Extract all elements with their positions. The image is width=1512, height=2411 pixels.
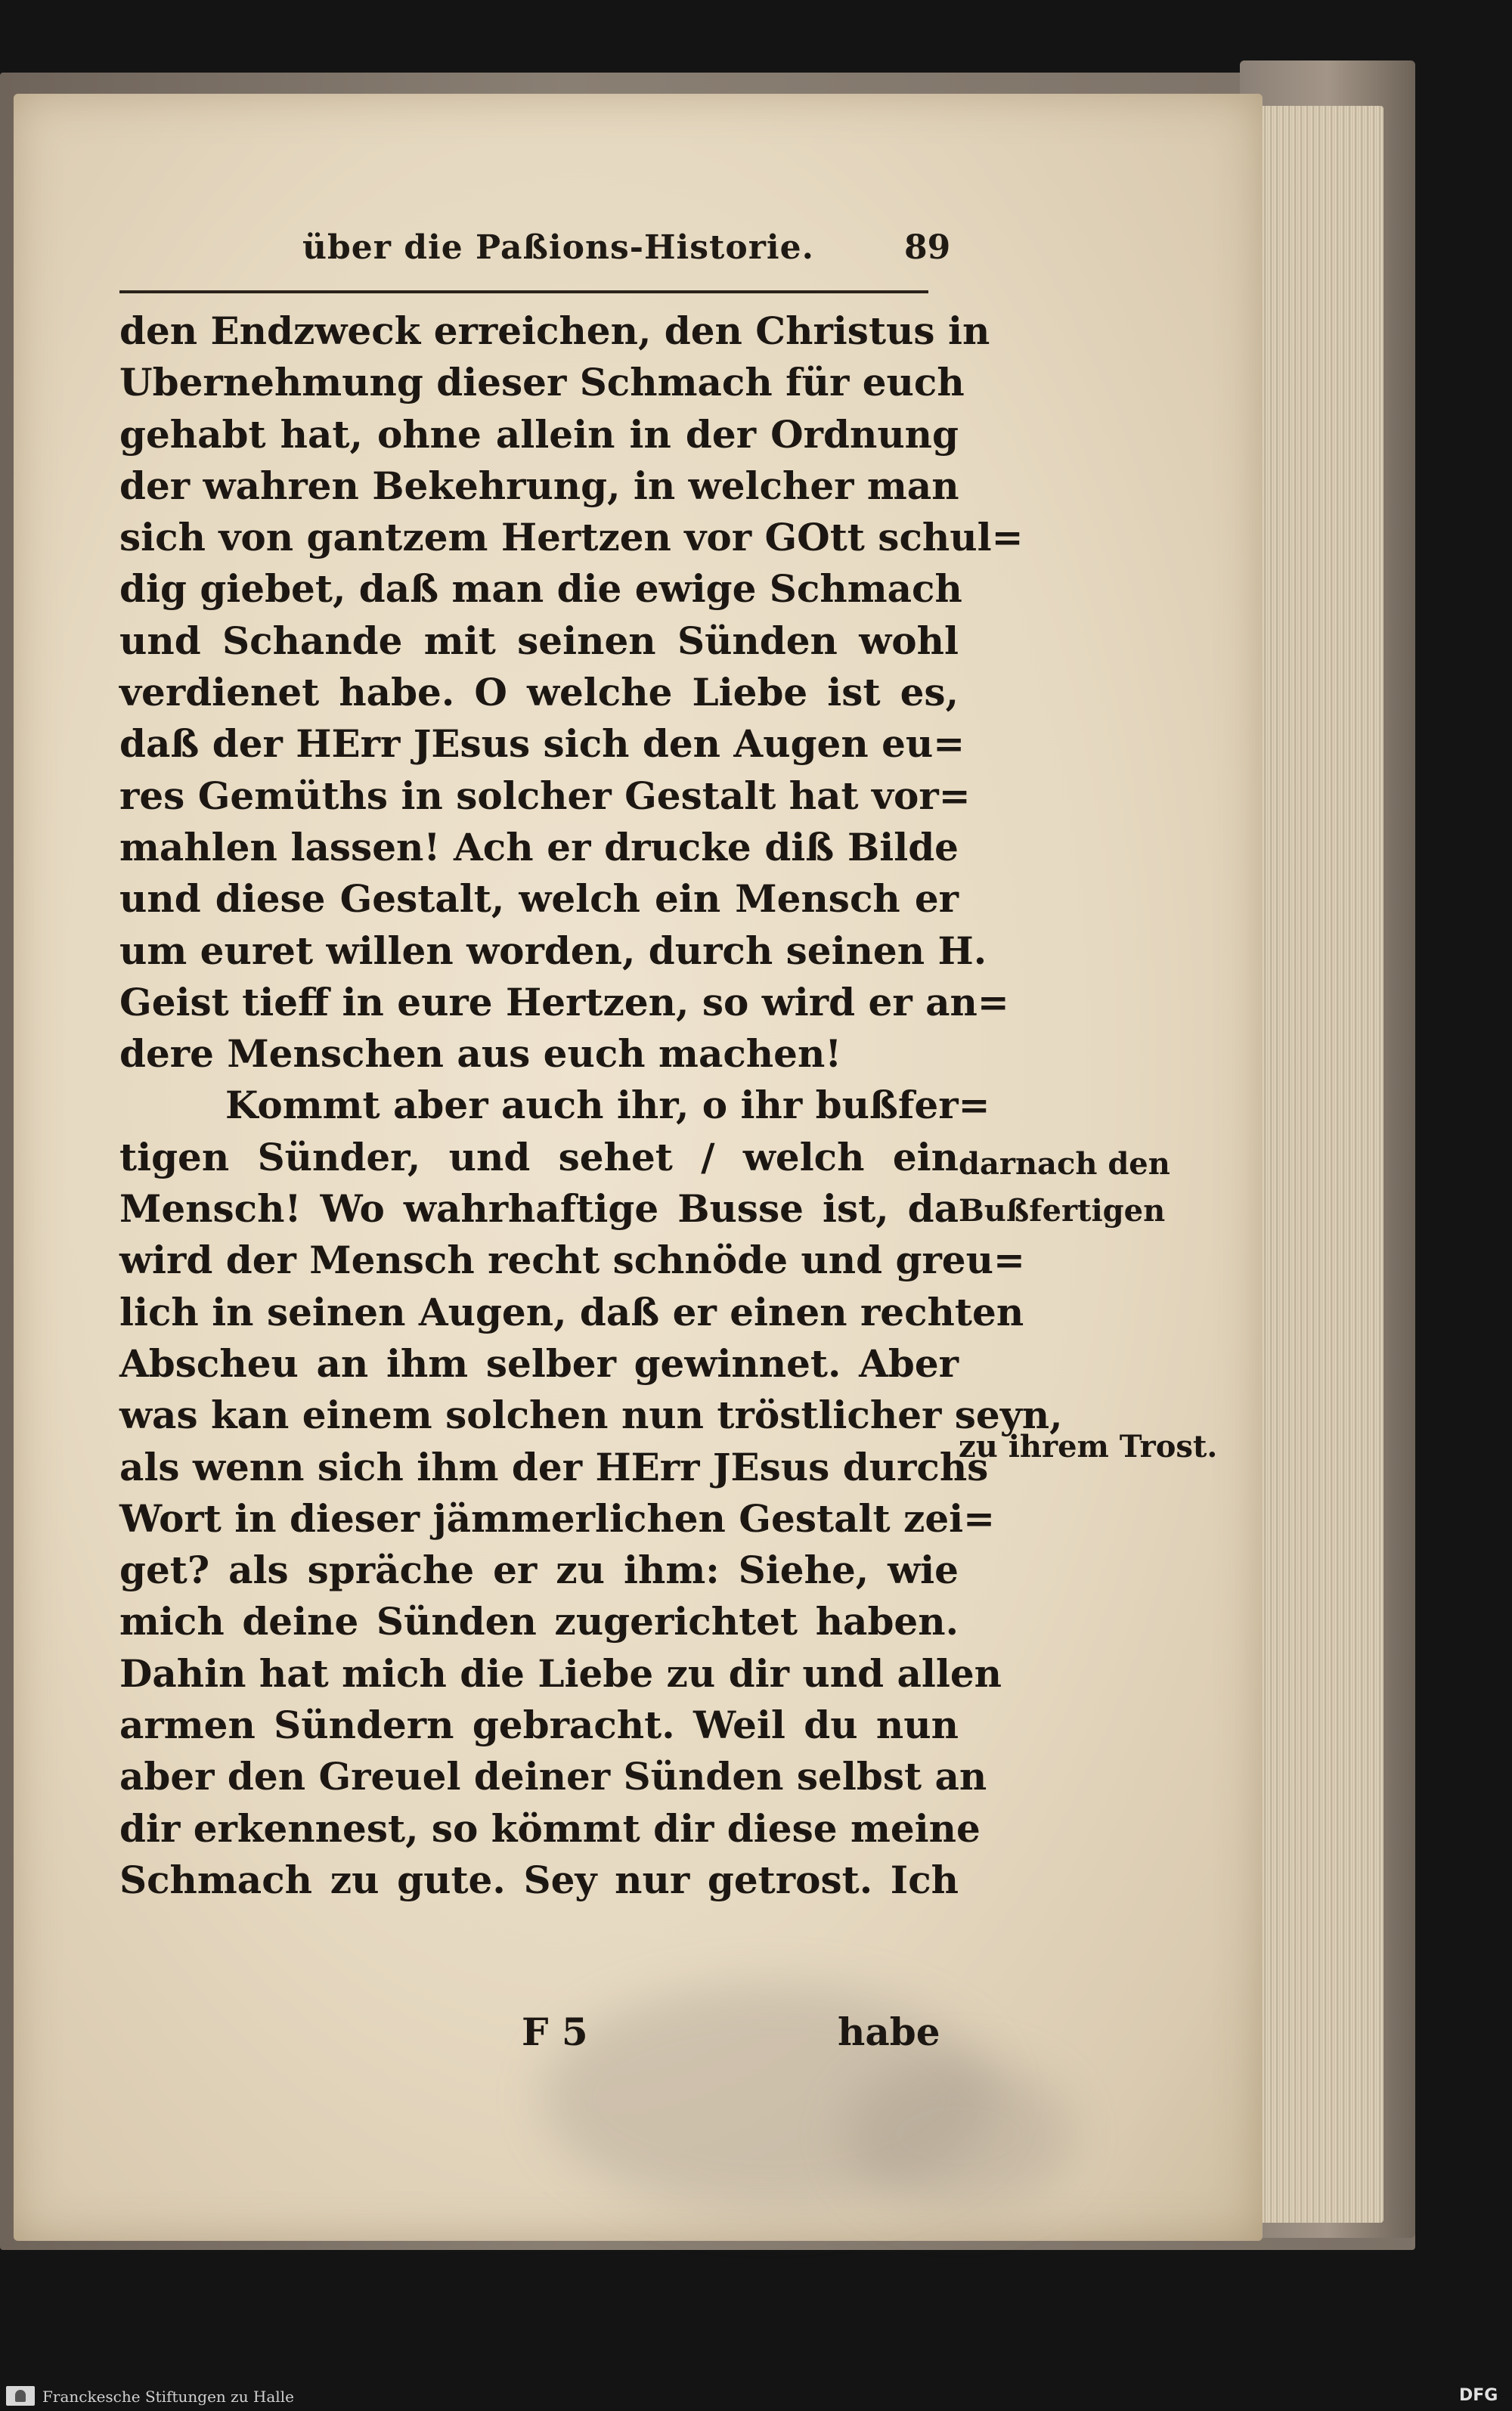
viewer-footer [0,2382,1512,2411]
text-line: aber den Greuel deiner Sünden selbst an [119,1754,987,1799]
paper-stain [845,2059,1072,2211]
header-rule [119,290,928,293]
text-line: der wahren Bekehrung, in welcher man [119,463,959,508]
institution-logo-icon [6,2386,35,2406]
catchword: habe [838,2010,940,2054]
text-line: mich deine Sünden zugerichtet haben. [119,1599,959,1644]
text-line: was kan einem solchen nun tröstlicher seyn, [119,1393,1063,1438]
text-line: wird der Mensch recht schnöde und greu= [119,1238,1025,1283]
body-text [119,305,1063,1906]
text-line: get? als spräche er zu ihm: Siehe, wie [119,1548,959,1593]
margin-note-darnach: darnach den [959,1146,1170,1182]
running-head: über die Paßions-Historie. [302,228,814,267]
text-line: gehabt hat, ohne allein in der Ordnung [119,411,959,457]
text-line: daß der HErr JEsus sich den Augen eu= [119,721,965,767]
text-line: res Gemüths in solcher Gestalt hat vor= [119,773,971,818]
text-line: um euret willen worden, durch seinen H. [119,928,987,973]
margin-note-bussfertigen: Bußfertigen [959,1193,1166,1229]
text-line: Mensch! Wo wahrhaftige Busse ist, da [119,1186,959,1232]
page-edges [1255,106,1383,2223]
funder-logo: DFG [1459,2386,1498,2405]
margin-note-trost: zu ihrem Trost. [959,1429,1218,1464]
text-line: dere Menschen aus euch machen! [119,1031,842,1077]
text-line: Geist tieff in eure Hertzen, so wird er an= [119,979,1009,1024]
text-line: Wort in dieser jämmerlichen Gestalt zei= [119,1495,996,1541]
text-line: Dahin hat mich die Liebe zu dir und allen [119,1650,1002,1696]
text-line: Abscheu an ihm selber gewinnet. Aber [119,1340,959,1386]
text-line: Ubernehmung dieser Schmach für euch [119,360,965,405]
text-line: mahlen lassen! Ach er drucke diß Bilde [119,824,959,869]
signature-mark: F 5 [522,2010,588,2054]
page-number: 89 [904,228,951,267]
institution-name: Franckesche Stiftungen zu Halle [42,2388,294,2406]
text-line: als wenn sich ihm der HErr JEsus durchs [119,1444,989,1489]
text-line: lich in seinen Augen, daß er einen rechten [119,1289,1024,1334]
text-line: dir erkennest, so kömmt dir diese meine [119,1805,981,1851]
text-line: und diese Gestalt, welch ein Mensch er [119,876,959,922]
page-header [302,228,953,278]
text-line: verdienet habe. O welche Liebe ist es, [119,670,959,715]
text-line: armen Sündern gebracht. Weil du nun [119,1703,959,1748]
text-line: dig giebet, daß man die ewige Schmach [119,566,962,612]
text-line: Kommt aber auch ihr, o ihr bußfer= [225,1083,990,1128]
text-line: den Endzweck erreichen, den Christus in [119,308,990,353]
text-line: Schmach zu gute. Sey nur getrost. Ich [119,1857,959,1902]
text-line: tigen Sünder, und sehet / welch ein [119,1134,959,1179]
text-line: sich von gantzem Hertzen vor GOtt schul= [119,515,1024,560]
text-line: und Schande mit seinen Sünden wohl [119,618,959,663]
